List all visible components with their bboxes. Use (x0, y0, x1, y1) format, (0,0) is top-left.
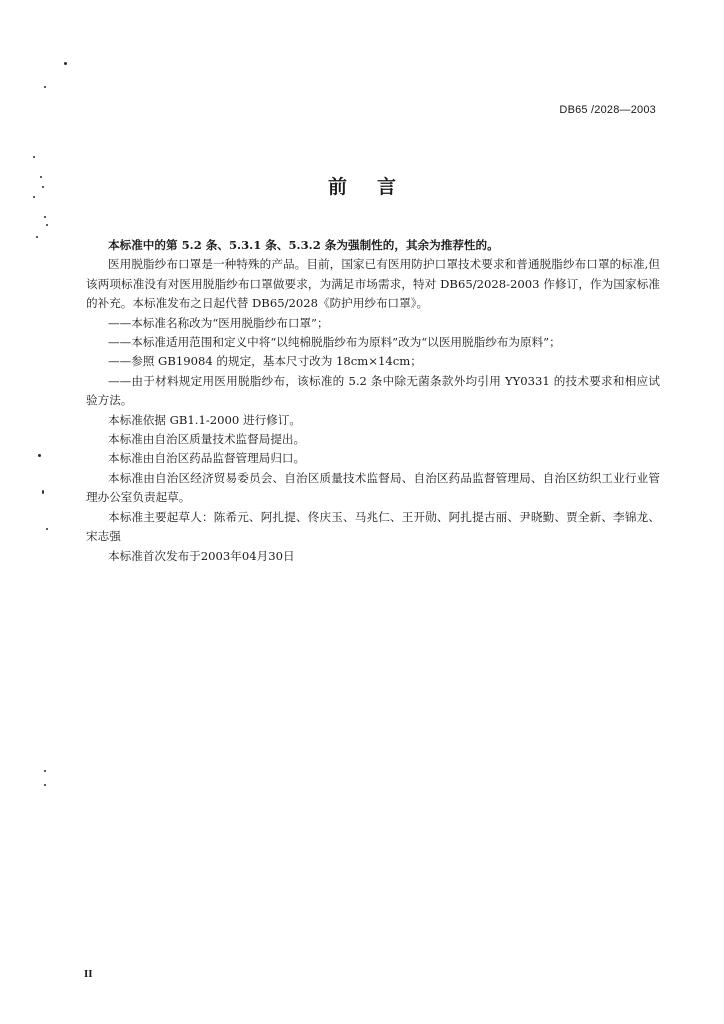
document-code: DB65 /2028—2003 (559, 104, 656, 116)
paragraph-basis: 本标准依据 GB1.1-2000 进行修订。 (108, 412, 301, 427)
scan-speck (64, 62, 67, 65)
paragraph-drafting-units: 本标准由自治区经济贸易委员会、自治区质量技术监督局、自治区药品监督管理局、自治区纺织工业行业管理办公室负责起草。 (86, 470, 660, 505)
scan-speck (44, 770, 46, 772)
change-item-size: ——参照 GB19084 的规定，基本尺寸改为 18cm×14cm； (108, 354, 422, 369)
scan-speck (33, 156, 35, 158)
scan-speck (42, 490, 44, 494)
paragraph-drafters: 本标准主要起草人：陈希元、阿扎提、佟庆玉、马兆仁、王开勋、阿扎提古丽、尹晓勤、贾全新、李锦龙、宋志强 (86, 509, 660, 544)
change-item-name: ——本标准名称改为“医用脱脂纱布口罩”； (108, 315, 329, 330)
scan-speck (36, 236, 38, 238)
paragraph-first-release: 本标准首次发布于2003年04月30日 (108, 548, 295, 563)
page-number: II (84, 968, 93, 980)
paragraph-proposer: 本标准由自治区质量技术监督局提出。 (108, 432, 306, 447)
scan-speck (46, 528, 48, 530)
page-title: 前言 (327, 176, 426, 198)
paragraph-administrator: 本标准由自治区药品监督管理局归口。 (108, 451, 306, 466)
scan-speck (44, 784, 46, 786)
change-item-material: ——由于材料规定用医用脱脂纱布，该标准的 5.2 条中除无菌条款外均引用 YY0331 的技术要求和相应试验方法。 (86, 373, 660, 408)
scan-speck (42, 186, 44, 188)
scan-speck (44, 216, 46, 218)
scan-speck (46, 224, 48, 226)
scan-speck (33, 196, 35, 198)
paragraph-background: 医用脱脂纱布口罩是一种特殊的产品。目前，国家已有医用防护口罩技术要求和普通脱脂纱布口罩的标准,但该两项标准没有对医用脱脂纱布口罩做要求，为满足市场需求，特对 DB65/2028-2003 作修订，作为国家标准的补充。本标准发布之日起代替 DB65/2028《防护用纱布口罩》。 (86, 257, 660, 311)
scan-speck (40, 176, 42, 178)
scan-speck (38, 454, 41, 457)
foreword-body (86, 236, 660, 566)
change-item-scope: ——本标准适用范围和定义中将“以纯棉脱脂纱布为原料”改为“以医用脱脂纱布为原料”； (108, 335, 561, 350)
scan-speck (44, 86, 46, 88)
mandatory-clause-statement: 本标准中的第 5.2 条、5.3.1 条、5.3.2 条为强制性的，其余为推荐性的。 (108, 238, 499, 252)
